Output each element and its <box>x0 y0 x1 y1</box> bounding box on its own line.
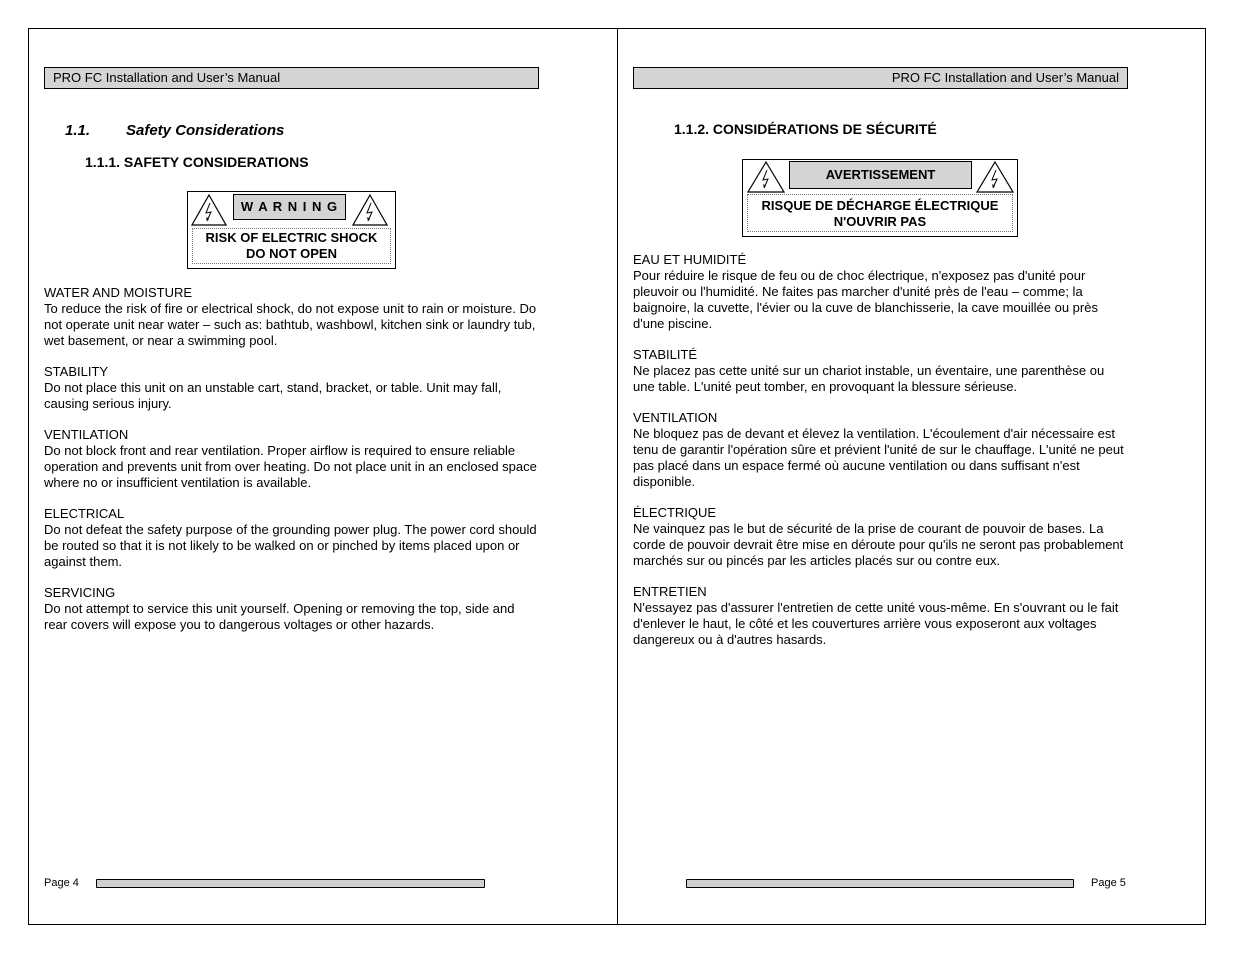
electric-shock-icon <box>976 161 1014 193</box>
safety-section <box>44 585 539 633</box>
safety-sections <box>633 252 1128 663</box>
running-header: PRO FC Installation and User’s Manual <box>44 67 539 89</box>
warning-text <box>192 230 391 262</box>
warning-line-1: RISQUE DE DÉCHARGE ÉLECTRIQUE <box>761 198 999 213</box>
safety-section <box>44 364 539 412</box>
safety-sections <box>44 285 539 648</box>
section-text: Do not block front and rear ventilation. Proper airflow is required to ensure reliable operation and prevents unit from over heating. Do not place unit in an enclosed space where no or insufficient ventilation is available. <box>44 443 537 490</box>
section-heading <box>65 122 284 139</box>
electric-shock-icon <box>747 161 785 193</box>
section-subtitle: ELECTRICAL <box>44 506 125 521</box>
section-text: N'essayez pas d'assurer l'entretien de cette unité vous-même. En s'ouvrant ou le fait d'enlever le haut, le côté et les couvertures arrière vous exposeront aux voltages dangereux ou à d'autres hasards. <box>633 600 1119 647</box>
section-text: Do not place this unit on an unstable cart, stand, bracket, or table. Unit may fall, causing serious injury. <box>44 380 502 411</box>
page-right <box>618 28 1206 925</box>
running-header: PRO FC Installation and User’s Manual <box>633 67 1128 89</box>
section-text: Do not defeat the safety purpose of the grounding power plug. The power cord should be routed so that it is not likely to be walked on or pinched by items placed upon or against them. <box>44 522 537 569</box>
section-subtitle: ÉLECTRIQUE <box>633 505 717 520</box>
section-subtitle: EAU ET HUMIDITÉ <box>633 252 747 267</box>
section-text: Pour réduire le risque de feu ou de choc électrique, n'exposez pas d'unité pour pleuvoir ou l'humidité. Ne faites pas marcher d'unité près de l'eau – comme; la baignoire, la cuvette, l'évier ou la cuve de blanchisserie, la cave mouillée ou près d'une piscine. <box>633 268 1098 331</box>
section-text: Do not attempt to service this unit yourself. Opening or removing the top, side and rear covers will expose you to dangerous voltages or other hazards. <box>44 601 515 632</box>
warning-line-2: DO NOT OPEN <box>245 246 337 261</box>
section-text: Ne placez pas cette unité sur un chariot instable, un éventaire, une parenthèse ou une table. L'unité peut tomber, en provoquant la blessure sérieuse. <box>633 363 1105 394</box>
electric-shock-icon <box>191 194 227 226</box>
safety-section <box>44 506 539 570</box>
section-subtitle: SERVICING <box>44 585 116 600</box>
safety-section <box>633 410 1128 490</box>
page-number: Page 5 <box>1091 877 1126 889</box>
warning-text <box>747 198 1013 230</box>
section-subtitle: VENTILATION <box>633 410 718 425</box>
safety-section <box>633 347 1128 395</box>
section-subtitle: WATER AND MOISTURE <box>44 285 193 300</box>
safety-section <box>633 252 1128 332</box>
warning-line-1: RISK OF ELECTRIC SHOCK <box>205 230 378 245</box>
section-subtitle: STABILITÉ <box>633 347 698 362</box>
electric-shock-icon <box>352 194 388 226</box>
warning-label: AVERTISSEMENT <box>789 161 972 189</box>
subsection-heading: 1.1.2. CONSIDÉRATIONS DE SÉCURITÉ <box>674 121 937 137</box>
section-text: Ne bloquez pas de devant et élevez la ventilation. L'écoulement d'air nécessaire est tenu de garantir l'opération sûre et prévient l'unité de sur le chauffage. L'unité ne peut pas placé dans un espace fermé où aucune ventilation ou dans suffisant n'est disponible. <box>633 426 1124 489</box>
subsection-heading: 1.1.1. SAFETY CONSIDERATIONS <box>85 154 309 170</box>
warning-box <box>187 191 396 269</box>
section-title: Safety Considerations <box>126 122 285 139</box>
warning-box <box>742 159 1018 237</box>
footer-bar <box>686 879 1074 888</box>
warning-line-2: N'OUVRIR PAS <box>833 214 927 229</box>
safety-section <box>44 285 539 349</box>
section-subtitle: ENTRETIEN <box>633 584 707 599</box>
page-number: Page 4 <box>44 877 79 889</box>
section-subtitle: VENTILATION <box>44 427 129 442</box>
section-text: To reduce the risk of fire or electrical shock, do not expose unit to rain or moisture. Do not operate unit near water – such as: bathtub, washbowl, kitchen sink or laundry tub, wet basement, or near a swimming pool. <box>44 301 537 348</box>
safety-section <box>44 427 539 491</box>
safety-section <box>633 505 1128 569</box>
section-text: Ne vainquez pas le but de sécurité de la prise de courant de pouvoir de bases. La corde de pouvoir devrait être mise en déroute pour qu'ils ne seront pas probablement marchés sur ou pincés par les articles placés sur ou contre eux. <box>633 521 1124 568</box>
safety-section <box>633 584 1128 648</box>
warning-label: W A R N I N G <box>233 194 346 220</box>
section-subtitle: STABILITY <box>44 364 109 379</box>
footer-bar <box>96 879 485 888</box>
page-left <box>29 28 617 925</box>
section-number: 1.1. <box>65 122 91 139</box>
